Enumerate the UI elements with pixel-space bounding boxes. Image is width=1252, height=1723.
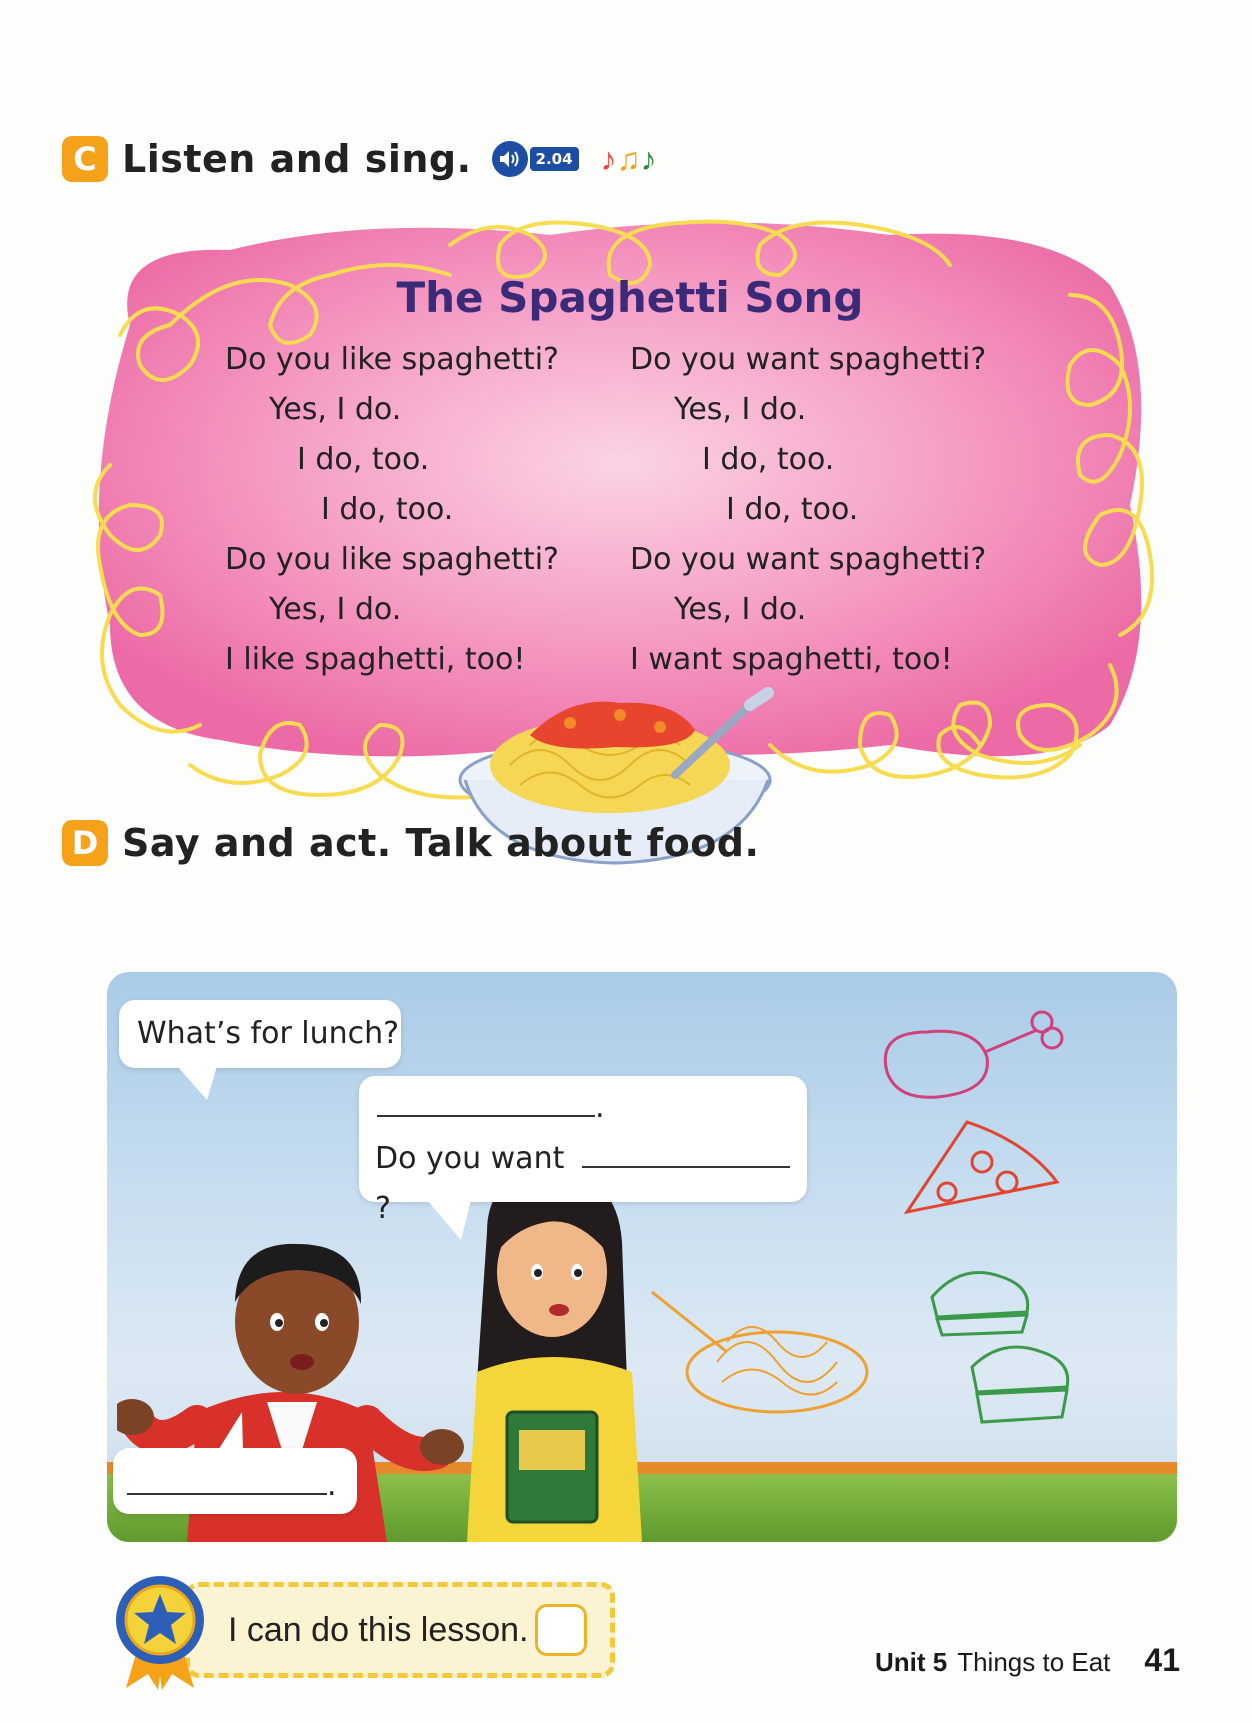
blank-period: . [595,1090,605,1125]
speaker-icon [492,141,528,177]
song-right-verse [630,335,986,685]
song-line: Do you want spaghetti? [630,342,987,377]
song-line: Do you want spaghetti? [630,542,987,577]
song-line: Yes, I do. [674,592,807,627]
self-check-box [185,1582,615,1678]
bubble-tail [427,1200,487,1240]
song-line: Yes, I do. [674,392,807,427]
section-c-header [62,136,657,182]
reply-blank[interactable] [127,1469,327,1495]
song-line: I want spaghetti, too! [630,642,953,677]
want-prefix-text: Do you want [375,1141,565,1176]
section-d-title: Say and act. Talk about food. [122,821,760,865]
food-blank[interactable] [582,1142,790,1168]
music-notes-icon: ♪♫♪ [600,141,657,177]
answer-blank[interactable] [377,1091,595,1117]
song-line: Yes, I do. [269,592,402,627]
song-line: I do, too. [726,492,859,527]
unit-label: Unit 5 [874,1647,948,1677]
spaghetti-plate-doodle [647,1282,877,1432]
answer-blank-line [375,1090,791,1134]
chicken-leg-doodle [867,1002,1077,1112]
bubble-tail [177,1066,237,1100]
dialogue-scene [107,972,1177,1542]
section-c-title: Listen and sing. [122,137,472,181]
page-footer [875,1642,1180,1679]
sandwich-doodle [922,1257,1082,1437]
speech-bubble-question [119,1000,401,1068]
want-question-line [375,1134,791,1226]
section-c-letter: C [62,136,108,182]
song-left-verse [225,335,559,685]
speech-bubble-reply [113,1448,357,1514]
song-line: I do, too. [702,442,835,477]
want-suffix-text: ? [375,1191,391,1226]
section-d-letter: D [62,820,108,866]
song-line: Yes, I do. [269,392,402,427]
star-medal-icon [112,1570,208,1690]
song-line: I like spaghetti, too! [225,642,526,677]
speech-bubble-answer [359,1076,807,1226]
song-panel [70,205,1190,855]
section-d-header [62,820,759,866]
song-line: Do you like spaghetti? [225,342,559,377]
bubble-tail [207,1412,247,1452]
song-title: The Spaghetti Song [396,273,864,322]
unit-topic: Things to Eat [957,1647,1111,1677]
bubble-question-text: What’s for lunch? [137,1016,400,1051]
song-line: I do, too. [297,442,430,477]
song-line: I do, too. [321,492,454,527]
self-check-label: I can do this lesson. [228,1610,529,1649]
pizza-slice-doodle [897,1112,1067,1222]
audio-track-number: 2.04 [530,147,579,171]
self-check-checkbox[interactable] [535,1604,587,1656]
audio-track-button[interactable] [492,141,579,177]
song-line: Do you like spaghetti? [225,542,559,577]
page-number: 41 [1144,1642,1180,1678]
reply-period: . [327,1468,337,1503]
